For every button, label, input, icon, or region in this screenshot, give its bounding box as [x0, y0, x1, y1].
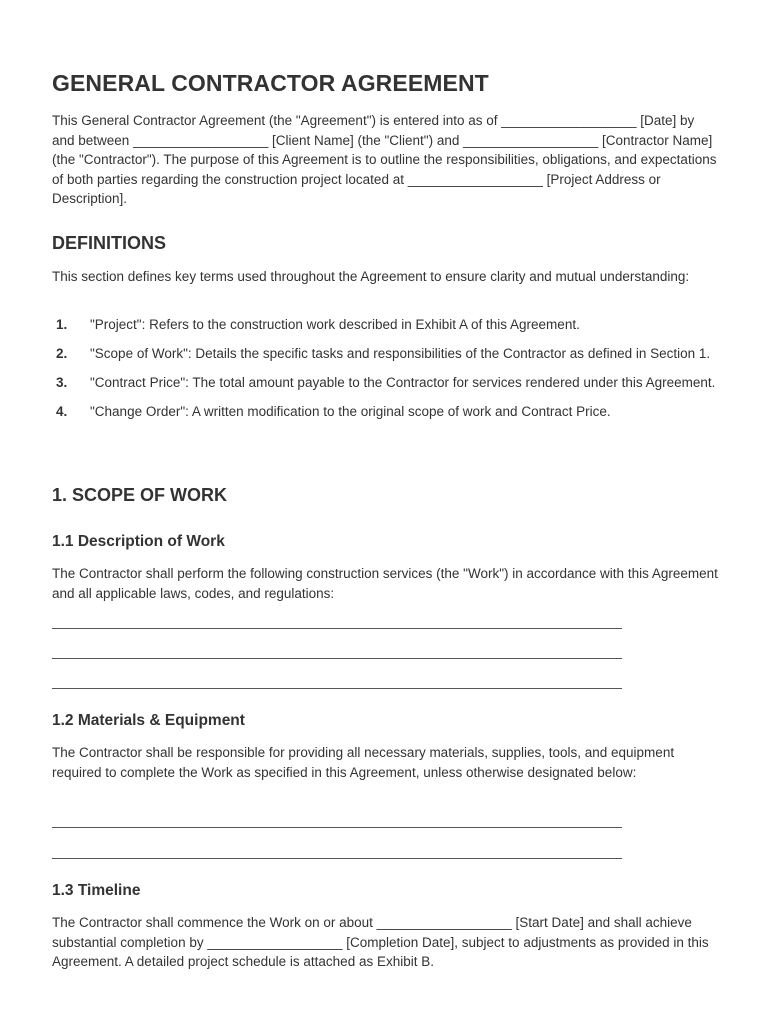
intro-paragraph: This General Contractor Agreement (the "Agreement") is entered into as of __________________ [Date] by and between __________________ [Client Name] (the "Client") and __________________ [Contractor Name] (the "Contractor"). The purpose of this Agreement is to outline the responsibilities, obligations, and expectations of both parties regarding the construction project located at __________________ [Project Address or Description].: [52, 113, 717, 207]
blank-line: [52, 858, 622, 859]
definition-number: 1.: [56, 317, 68, 332]
blank-line: [52, 827, 622, 828]
definitions-heading: DEFINITIONS: [52, 233, 167, 253]
definition-text: "Contract Price": The total amount payable to the Contractor for services rendered under this Agreement.: [90, 375, 716, 391]
definition-text: "Change Order": A written modification to the original scope of work and Contract Price.: [90, 404, 611, 420]
scope-heading: 1. SCOPE OF WORK: [52, 485, 228, 505]
timeline-text: The Contractor shall commence the Work on or about __________________ [Start Date] and shall achieve substantial completion by __________________ [Completion Date], subject to adjustments as provided in this Agreement. A detailed project schedule is attached as Exhibit B.: [52, 915, 709, 970]
document-title: GENERAL CONTRACTOR AGREEMENT: [52, 70, 489, 96]
definition-text: "Project": Refers to the construction work described in Exhibit A of this Agreement.: [90, 317, 580, 332]
definition-item: [52, 402, 722, 422]
definitions-list: [52, 315, 722, 431]
description-heading: 1.1 Description of Work: [52, 533, 225, 550]
definition-text: "Scope of Work": Details the specific tasks and responsibilities of the Contractor as defined in Section 1.: [90, 346, 711, 362]
definitions-intro: This section defines key terms used throughout the Agreement to ensure clarity and mutual understanding:: [52, 269, 690, 284]
definition-number: 3.: [56, 375, 68, 391]
timeline-heading: 1.3 Timeline: [52, 882, 141, 899]
definition-number: 2.: [56, 346, 68, 362]
blank-line: [52, 658, 622, 659]
blank-line: [52, 688, 622, 689]
definition-item: [52, 344, 722, 364]
materials-text: The Contractor shall be responsible for providing all necessary materials, supplies, tools, and equipment required to complete the Work as specified in this Agreement, unless otherwise designated below:: [52, 745, 675, 780]
definition-item: [52, 373, 722, 393]
definition-number: 4.: [56, 404, 68, 420]
materials-heading: 1.2 Materials & Equipment: [52, 712, 245, 729]
description-text: The Contractor shall perform the following construction services (the "Work") in accordance with this Agreement and all applicable laws, codes, and regulations:: [52, 566, 718, 601]
definition-item: [52, 315, 722, 335]
blank-line: [52, 628, 622, 629]
